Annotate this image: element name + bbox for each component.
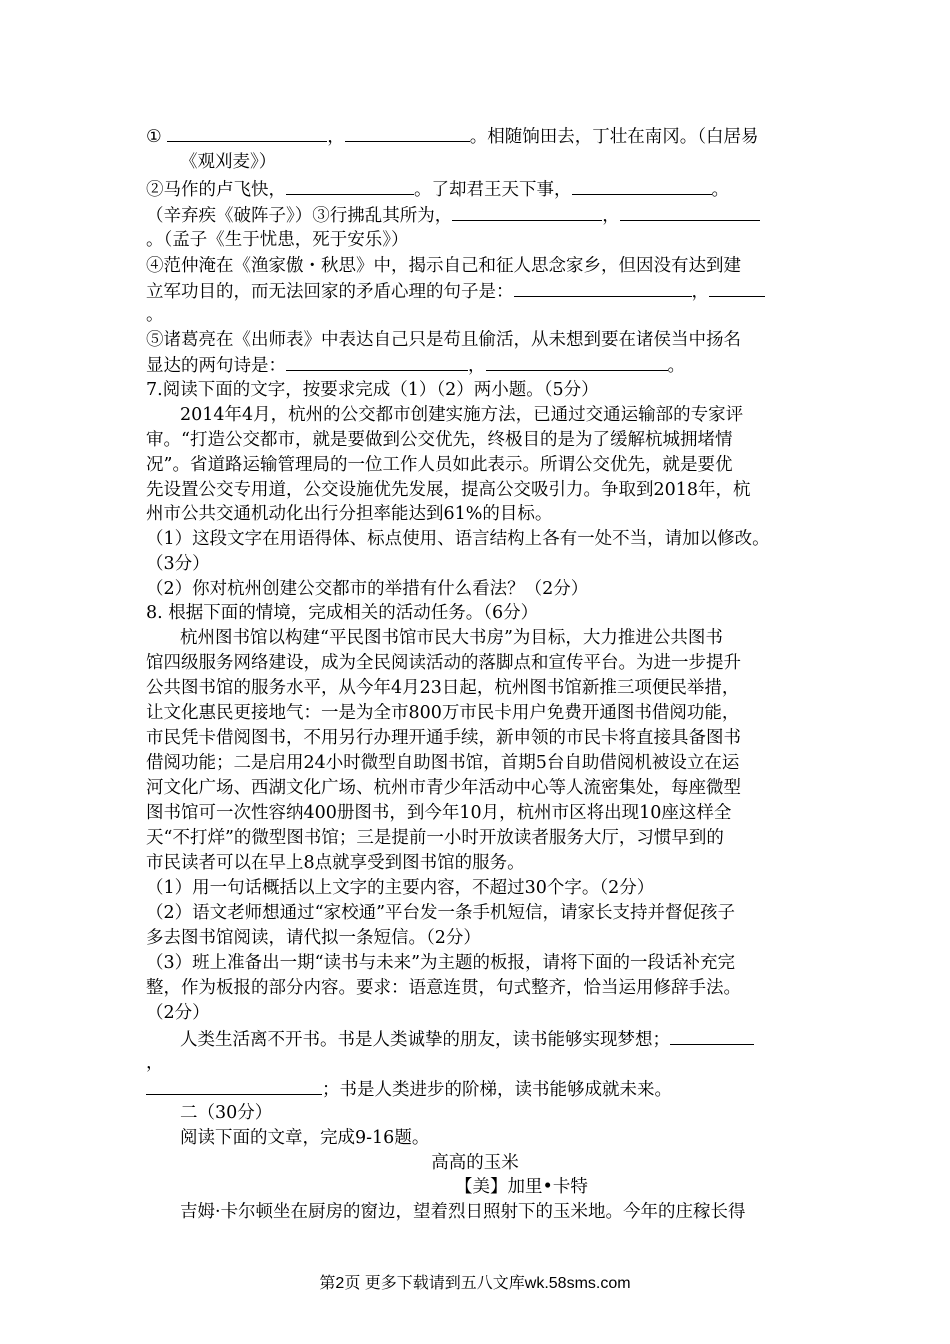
answer-blank[interactable] [345, 124, 470, 142]
q8-paragraph-line: 天“不打烊”的微型图书馆；三是提前一小时开放读者服务大厅，习惯早到的 [146, 828, 724, 848]
q6-line-3-source: 。（孟子《生于忧患，死于安乐》） [146, 230, 409, 250]
answer-blank[interactable] [709, 279, 765, 297]
q6-line-4b: 立军功目的，而无法回家的矛盾心理的句子是： ， [146, 279, 765, 303]
q6-line-4c: 。 [146, 305, 164, 325]
q8-fill-line: 人类生活离不开书。书是人类诚挚的朋友，读书能够实现梦想； [180, 1027, 754, 1051]
answer-blank[interactable] [146, 1077, 322, 1095]
q8-paragraph-line: 让文化惠民更接地气：一是为全市800万市民卡用户免费开通图书借阅功能， [146, 703, 740, 723]
article-author: 【美】加里•卡特 [455, 1177, 588, 1197]
q6-line-5a: ⑤诸葛亮在《出师表》中表达自己只是苟且偷活，从未想到要在诸侯当中扬名 [146, 330, 741, 350]
q7-subquestion-2: （2）你对杭州创建公交都市的举措有什么看法？（2分） [146, 579, 589, 599]
q6-line-4a: ④范仲淹在《渔家傲・秋思》中，揭示自己和征人思念家乡，但因没有达到建 [146, 256, 741, 276]
q6-line-1: ① ， 。相随饷田去，丁壮在南冈。（白居易 [146, 124, 759, 148]
q8-subquestion-1: （1）用一句话概括以上文字的主要内容，不超过30个字。（2分） [146, 878, 655, 898]
q6-line-2: ②马作的卢飞快， 。了却君王天下事， 。 [146, 177, 729, 201]
q6-line-3: （辛弃疾《破阵子》）③行拂乱其所为， ， [146, 203, 760, 227]
section-2-title: 二（30分） [180, 1103, 273, 1123]
q8-paragraph-line: 公共图书馆的服务水平，从今年4月23日起，杭州图书馆新推三项便民举措， [146, 678, 740, 698]
q7-paragraph-line: 州市公共交通机动化出行分担率能达到61%的目标。 [146, 504, 553, 524]
q8-paragraph-line: 市民凭卡借阅图书，不用另行办理开通手续，新申领的市民卡将直接具备图书 [146, 728, 741, 748]
q8-paragraph-line: 馆四级服务网络建设，成为全民阅读活动的落脚点和宣传平台。为进一步提升 [146, 653, 741, 673]
q6-line-1-source: 《观刈麦》） [180, 152, 277, 172]
q7-paragraph-line: 先设置公交专用道，公交设施优先发展，提高公交吸引力。争取到2018年，杭 [146, 480, 751, 500]
q8-fill-line-2: ；书是人类进步的阶梯，读书能够成就未来。 [146, 1077, 672, 1101]
answer-blank[interactable] [486, 353, 668, 371]
page-footer: 第2页 更多下载请到五八文库wk.58sms.com [319, 1275, 631, 1292]
q7-paragraph-line: 审。“打造公交都市，就是要做到公交优先，终极目的是为了缓解杭城拥堵情 [146, 430, 733, 450]
q6-line-5b: 显达的两句诗是： ， 。 [146, 353, 685, 377]
answer-blank[interactable] [670, 1027, 754, 1045]
q8-subquestion-2-cont: 多去图书馆阅读，请代拟一条短信。（2分） [146, 928, 481, 948]
article-paragraph-line: 吉姆·卡尔顿坐在厨房的窗边，望着烈日照射下的玉米地。今年的庄稼长得 [180, 1202, 746, 1222]
q8-title: 8. 根据下面的情境，完成相关的活动任务。（6分） [146, 603, 539, 623]
article-title: 高高的玉米 [431, 1153, 519, 1173]
q8-fill-comma: ， [146, 1053, 164, 1073]
q8-subquestion-3-score: （2分） [146, 1003, 210, 1023]
q8-subquestion-3-cont: 整，作为板报的部分内容。要求：语意连贯，句式整齐，恰当运用修辞手法。 [146, 978, 741, 998]
answer-blank[interactable] [572, 177, 712, 195]
answer-blank[interactable] [167, 124, 327, 142]
q7-subquestion-1-score: （3分） [146, 554, 210, 574]
q8-subquestion-3: （3）班上准备出一期“读书与未来”为主题的板报，请将下面的一段话补充完 [146, 953, 736, 973]
q8-paragraph-line: 河文化广场、西湖文化广场、杭州市青少年活动中心等人流密集处，每座微型 [146, 778, 741, 798]
q8-subquestion-2: （2）语文老师想通过“家校通”平台发一条手机短信，请家长支持并督促孩子 [146, 903, 736, 923]
answer-blank[interactable] [514, 279, 692, 297]
q8-paragraph-line: 图书馆可一次性容纳400册图书，到今年10月，杭州市区将出现10座这样全 [146, 803, 732, 823]
answer-blank[interactable] [286, 353, 468, 371]
q8-paragraph-line: 市民读者可以在早上8点就享受到图书馆的服务。 [146, 853, 525, 873]
q7-paragraph-line: 2014年4月，杭州的公交都市创建实施方法，已通过交通运输部的专家评 [180, 405, 744, 425]
q8-paragraph-line: 借阅功能；二是启用24小时微型自助图书馆，首期5台自助借阅机被设立在运 [146, 753, 740, 773]
answer-blank[interactable] [620, 203, 760, 221]
answer-blank[interactable] [452, 203, 602, 221]
section-2-instruction: 阅读下面的文章，完成9-16题。 [180, 1128, 430, 1148]
q8-paragraph-line: 杭州图书馆以构建“平民图书馆市民大书房”为目标，大力推进公共图书 [180, 628, 723, 648]
q7-paragraph-line: 况”。省道路运输管理局的一位工作人员如此表示。所谓公交优先，就是要优 [146, 455, 733, 475]
q7-title: 7.阅读下面的文字，按要求完成（1）（2）两小题。（5分） [146, 380, 599, 400]
answer-blank[interactable] [286, 177, 414, 195]
q7-subquestion-1: （1）这段文字在用语得体、标点使用、语言结构上各有一处不当，请加以修改。 [146, 529, 770, 549]
